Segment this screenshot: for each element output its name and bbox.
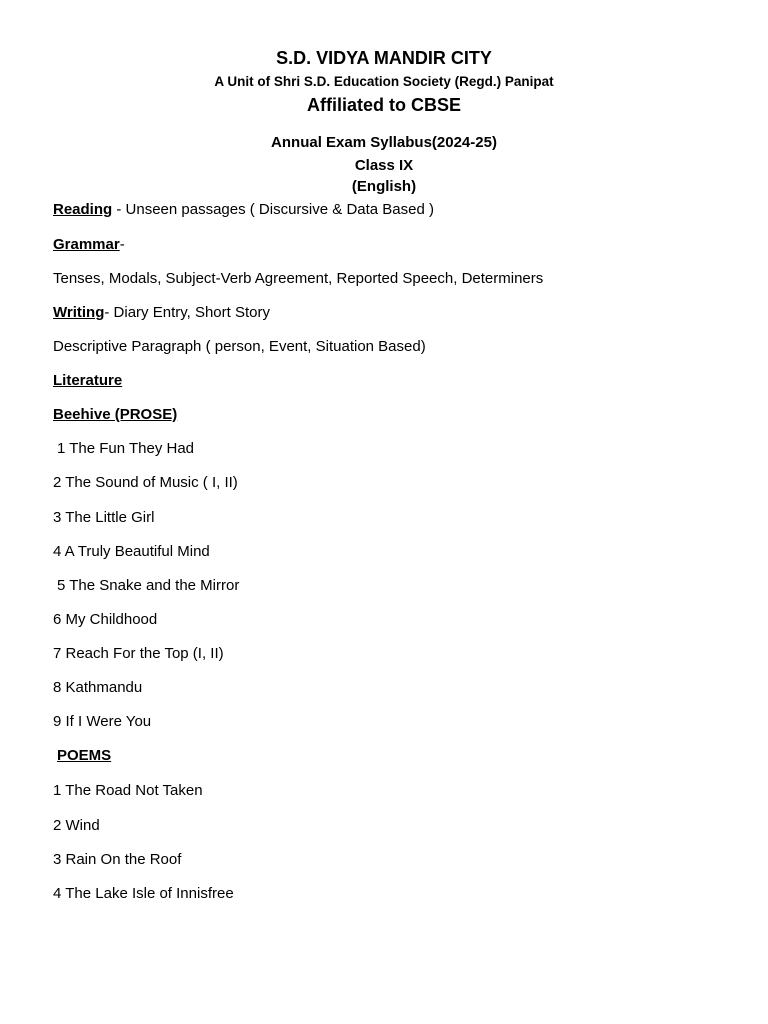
reading-heading: Reading (53, 201, 113, 218)
poem-item: 2 Wind (53, 817, 100, 834)
subject-name: (English) (351, 178, 417, 195)
prose-item: 4 A Truly Beautiful Mind (53, 543, 210, 560)
reading-text: - Unseen passages ( Discursive & Data Based ) (112, 201, 434, 218)
writing-line (53, 303, 270, 323)
writing-extra: Descriptive Paragraph ( person, Event, Situation Based) (53, 338, 426, 355)
school-unit: A Unit of Shri S.D. Education Society (Regd.) Panipat (214, 74, 554, 89)
grammar-suffix: - (119, 236, 125, 253)
school-name: S.D. VIDYA MANDIR CITY (276, 48, 492, 68)
reading-line (53, 200, 434, 220)
prose-item: 8 Kathmandu (53, 679, 143, 696)
prose-item: 9 If I Were You (53, 713, 152, 730)
poems-heading: POEMS (57, 747, 112, 764)
exam-title: Annual Exam Syllabus(2024-25) (271, 134, 497, 151)
prose-item: 6 My Childhood (53, 611, 158, 628)
poem-item: 3 Rain On the Roof (53, 851, 182, 868)
prose-item: 7 Reach For the Top (I, II) (53, 645, 224, 662)
grammar-line (53, 235, 125, 255)
grammar-heading: Grammar (53, 236, 120, 253)
grammar-topics: Tenses, Modals, Subject-Verb Agreement, Reported Speech, Determiners (53, 270, 544, 287)
writing-heading: Writing (53, 304, 105, 321)
prose-item: 1 The Fun They Had (57, 440, 195, 457)
literature-heading: Literature (53, 372, 123, 389)
writing-text: - Diary Entry, Short Story (104, 304, 270, 321)
poem-item: 1 The Road Not Taken (53, 782, 203, 799)
prose-item: 2 The Sound of Music ( I, II) (53, 474, 238, 491)
prose-item: 5 The Snake and the Mirror (57, 577, 240, 594)
prose-item: 3 The Little Girl (53, 509, 155, 526)
affiliation: Affiliated to CBSE (306, 95, 461, 115)
poem-item: 4 The Lake Isle of Innisfree (53, 885, 234, 902)
class-name: Class IX (354, 157, 414, 174)
prose-heading: Beehive (PROSE) (53, 406, 178, 423)
